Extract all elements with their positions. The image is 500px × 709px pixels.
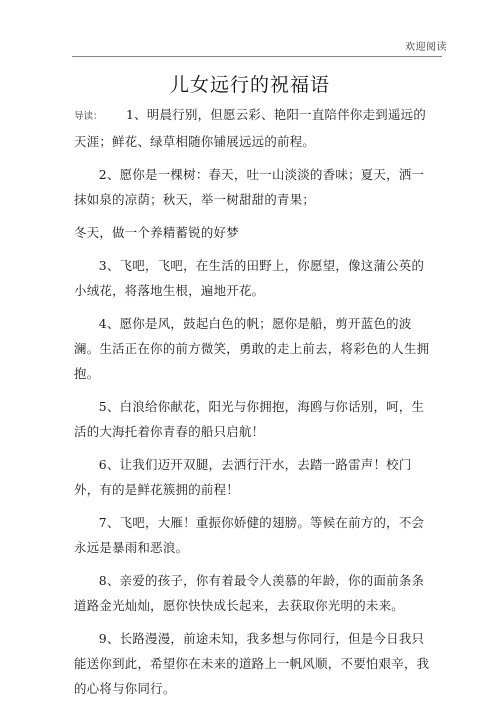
- paragraph-5: 5、白浪给你献花，阳光与你拥抱，海鸥与你话别，呵，生活的大海托着你青春的船只启航！: [74, 399, 425, 439]
- header-note: 欢迎阅读: [405, 42, 447, 53]
- intro-label: 导读：: [74, 111, 103, 122]
- paragraph-4: 4、愿你是风，鼓起白色的帆；愿你是船，剪开蓝色的波澜。生活正在你的前方微笑，勇敢的走上前去，将彩色的人生拥抱。: [74, 316, 430, 381]
- document-body: [74, 102, 436, 709]
- intro-text: 1、明晨行别，但愿云彩、艳阳一直陪伴你走到遥远的天涯；鲜花、绿草相随你铺展远远的前程。: [74, 107, 427, 149]
- paragraph-6: 6、让我们迈开双腿，去洒行汗水，去踏一路雷声！校门外，有的是鲜花簇拥的前程！: [74, 457, 412, 497]
- paragraph-3: 3、飞吧，飞吧，在生活的田野上，你愿望，像这蒲公英的小绒花，将落地生根，遍地开花。: [74, 258, 425, 298]
- paragraph-9: 9、长路漫漫，前途未知，我多想与你同行，但是今日我只能送你到此，希望你在未来的道路上一帆风顺，不要怕艰辛，我的心将与你同行。: [74, 631, 430, 696]
- paragraph-7: 7、飞吧，大雁！重振你娇健的翅膀。等候在前方的，不会永远是暴雨和恶浪。: [74, 515, 425, 555]
- document-title: 儿女远行的祝福语: [169, 74, 330, 96]
- paragraph-8: 8、亲爱的孩子，你有着最令人羡慕的年龄，你的面前条条道路金光灿灿，愿你快快成长起来，去获取你光明的未来。: [74, 573, 425, 613]
- header-divider: [72, 56, 442, 57]
- intro-paragraph: [74, 102, 436, 154]
- paragraph-2: 2、愿你是一棵树：春天，吐一山淡淡的香味；夏天，洒一抹如泉的凉荫；秋天，举一树甜甜的青果；: [74, 167, 425, 207]
- paragraph-2-continued: 冬天，做一个养精蓄锐的好梦: [74, 225, 239, 240]
